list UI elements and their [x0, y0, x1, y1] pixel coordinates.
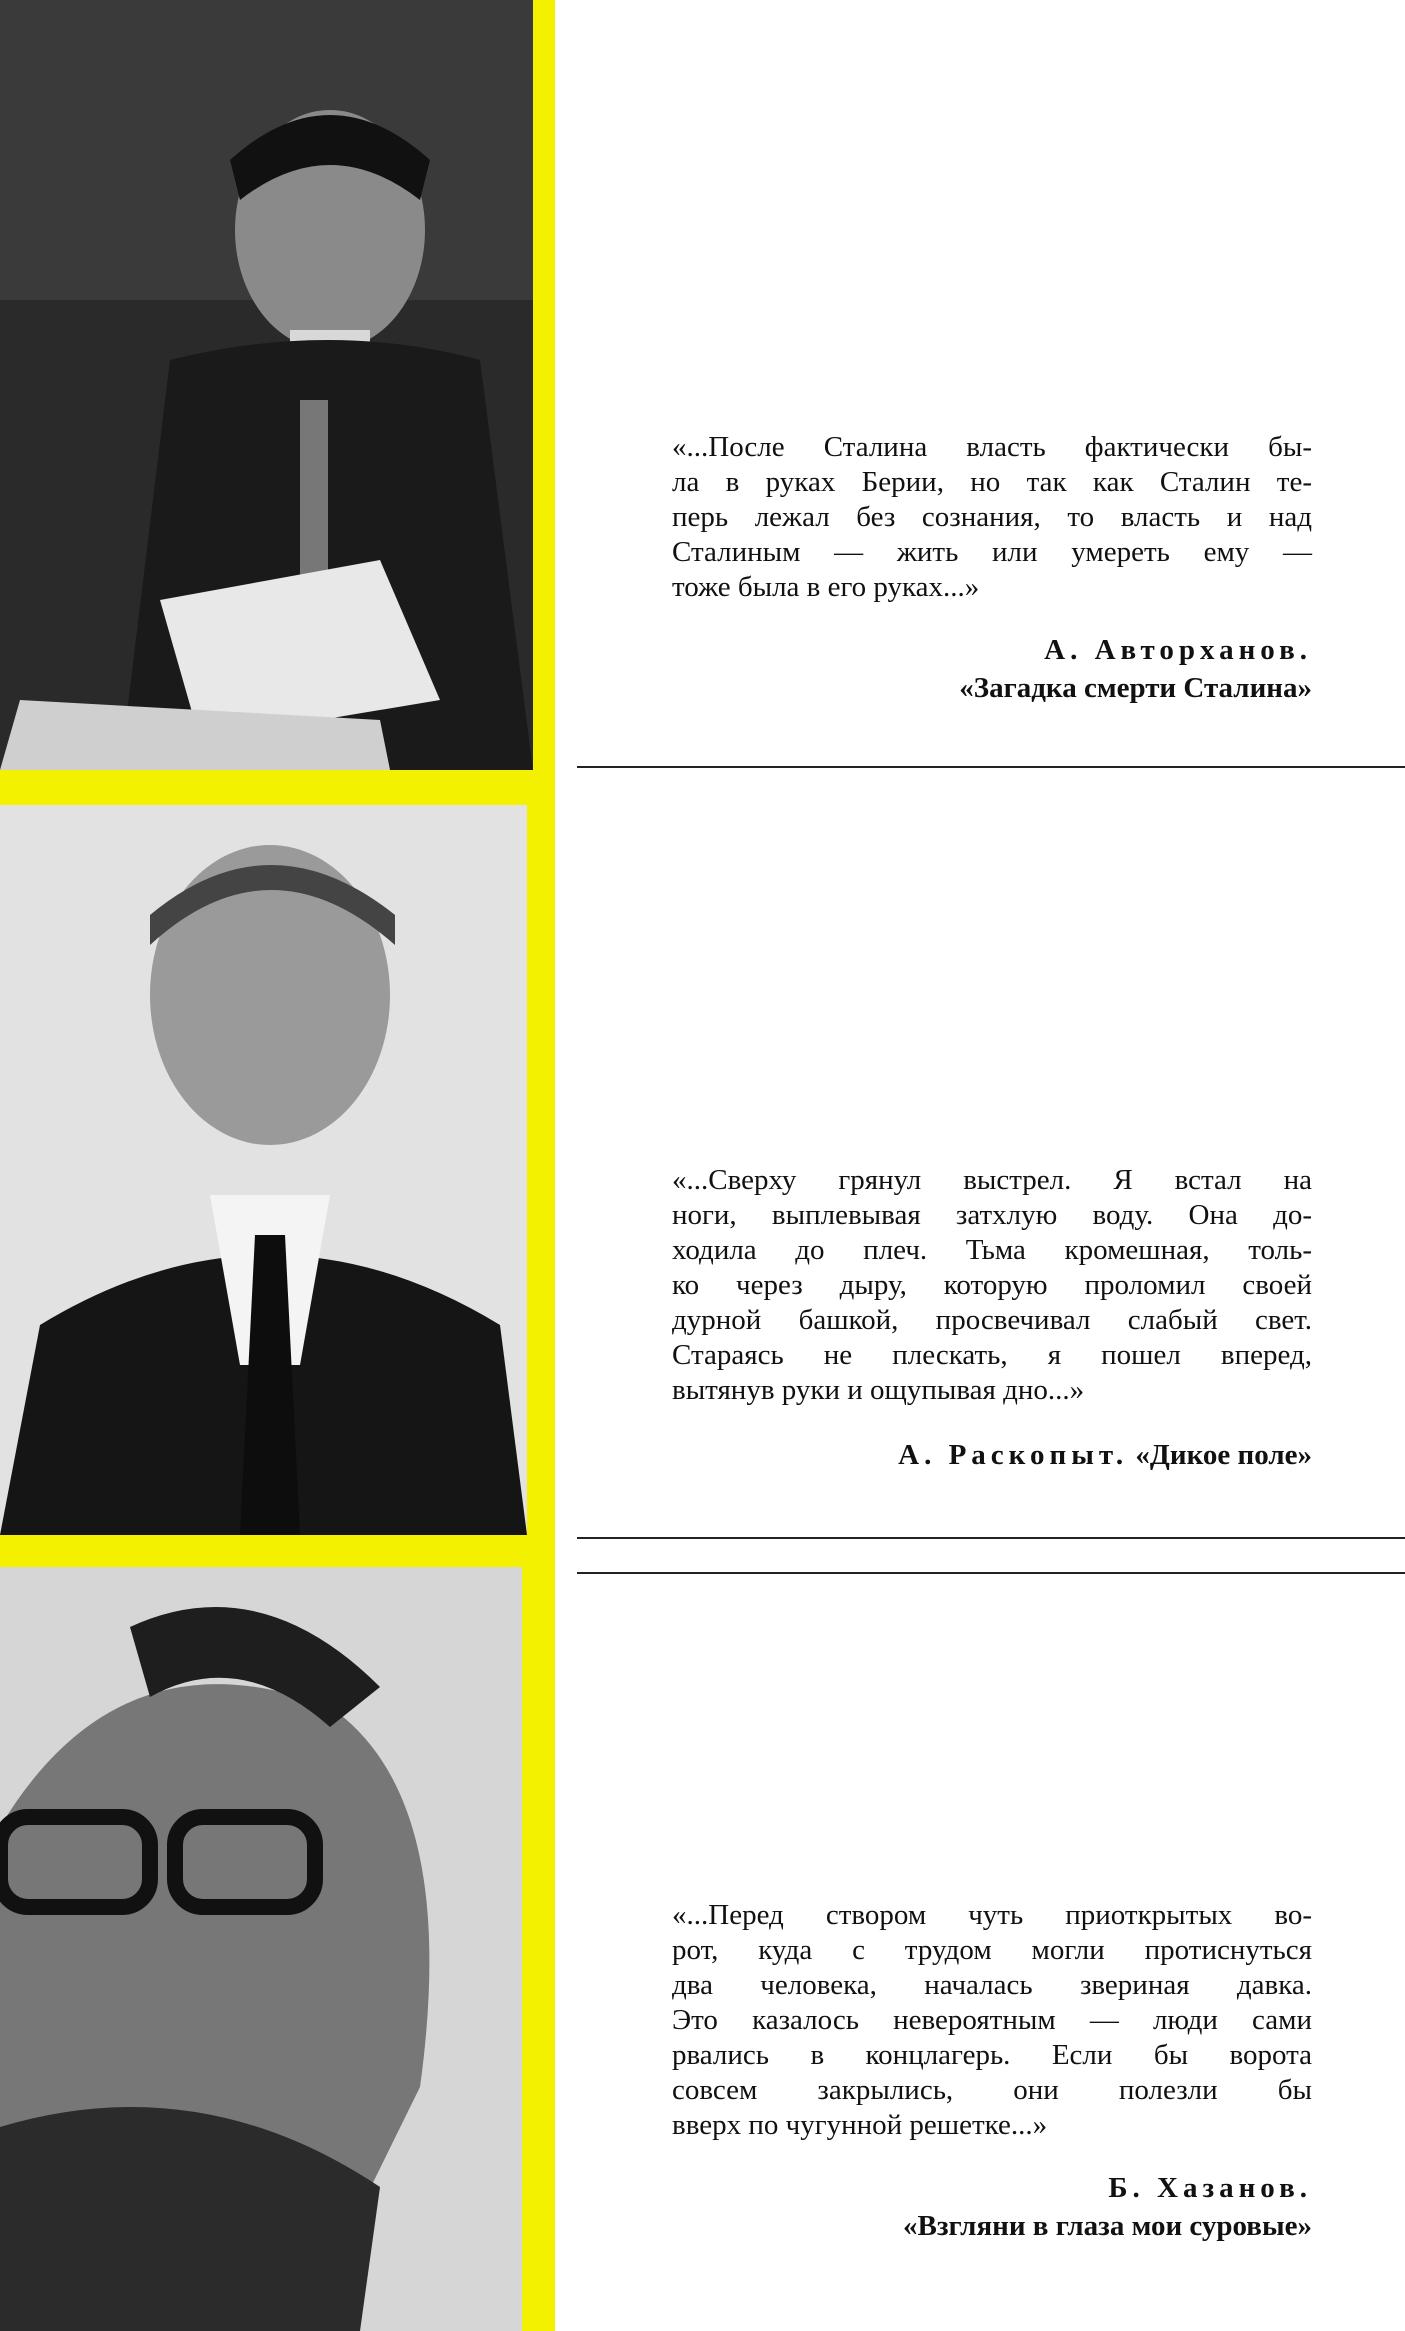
book-title: «Загадка смерти Сталина» — [959, 672, 1312, 704]
quote-line: «...После Сталина власть фактически бы- — [672, 431, 1312, 463]
quote-line: «...Сверху грянул выстрел. Я встал на — [672, 1164, 1312, 1196]
quote-text — [672, 1898, 1312, 2143]
attribution — [672, 631, 1312, 707]
author-name: Б. Хазанов. — [1108, 2172, 1312, 2204]
quote-line: Это казалось невероятным — люди сами — [672, 2004, 1312, 2036]
attribution — [672, 1436, 1312, 1474]
quote-line: вытянув руки и ощупывая дно...» — [672, 1374, 1085, 1406]
quote-line: «...Перед створом чуть приоткрытых во- — [672, 1899, 1312, 1931]
quote-entry-3 — [672, 1898, 1312, 2245]
attribution — [672, 2169, 1312, 2245]
quote-line: два человека, началась звериная давка. — [672, 1969, 1312, 2001]
quote-line: рот, куда с трудом могли протиснуться — [672, 1934, 1312, 1966]
author-name: А. Раскопыт. — [898, 1439, 1129, 1471]
divider-rule — [577, 1537, 1405, 1539]
author-name: А. Авторханов. — [1044, 634, 1312, 666]
quote-line: ходила до плеч. Тьма кромешная, толь- — [672, 1234, 1312, 1266]
divider-rule — [577, 766, 1405, 768]
quote-line: ла в руках Берии, но так как Сталин те- — [672, 466, 1312, 498]
quote-line: Сталиным — жить или умереть ему — — [672, 536, 1312, 568]
quote-line: ко через дыру, которую проломил своей — [672, 1269, 1312, 1301]
divider-rule — [577, 1572, 1405, 1574]
book-title: «Дикое поле» — [1135, 1439, 1312, 1471]
quote-line: рвались в концлагерь. Если бы ворота — [672, 2039, 1312, 2071]
quote-text — [672, 1163, 1312, 1408]
portrait-photo-1 — [0, 0, 533, 770]
portrait-photo-3 — [0, 1567, 522, 2331]
quote-line: вверх по чугунной решетке...» — [672, 2109, 1048, 2141]
quote-line: дурной башкой, просвечивал слабый свет. — [672, 1304, 1312, 1336]
quote-line: совсем закрылись, они полезли бы — [672, 2074, 1312, 2106]
quote-entry-2 — [672, 1163, 1312, 1474]
quote-line: перь лежал без сознания, то власть и над — [672, 501, 1312, 533]
quote-entry-1 — [672, 430, 1312, 707]
quote-text — [672, 430, 1312, 605]
quote-line: ноги, выплевывая затхлую воду. Она до- — [672, 1199, 1312, 1231]
quote-line: тоже была в его руках...» — [672, 571, 980, 603]
portrait-photo-2 — [0, 805, 527, 1535]
quote-line: Стараясь не плескать, я пошел вперед, — [672, 1339, 1312, 1371]
book-title: «Взгляни в глаза мои суровые» — [902, 2210, 1312, 2242]
